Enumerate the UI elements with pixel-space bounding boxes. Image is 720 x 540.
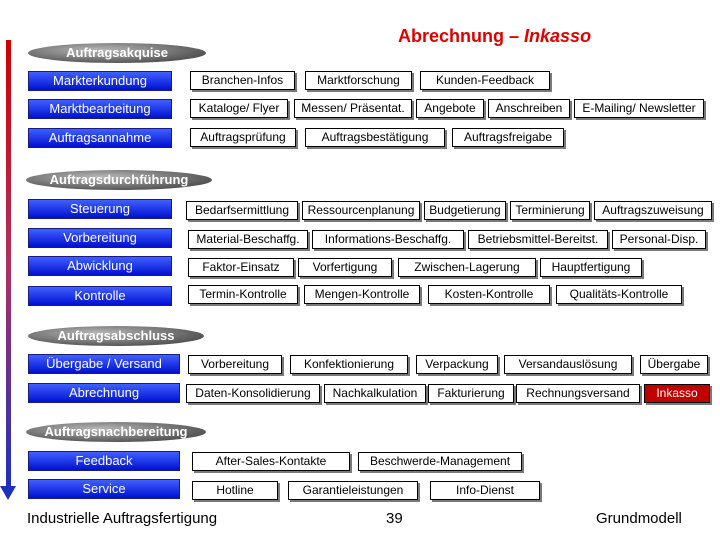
step-box: Vorfertigung	[298, 258, 392, 277]
row-label-abwicklung: Abwicklung	[28, 256, 172, 276]
step-box-highlighted: Inkasso	[644, 384, 710, 403]
step-box: Übergabe	[640, 355, 708, 374]
row-label-auftragsannahme: Auftragsannahme	[28, 128, 172, 148]
step-box: Verpackung	[416, 355, 498, 374]
step-box: Hauptfertigung	[540, 258, 642, 277]
step-box: Angebote	[416, 99, 484, 118]
step-box: Konfektionierung	[290, 355, 408, 374]
section-auftragsdurchfuehrung: Auftragsdurchführung	[26, 170, 212, 190]
footer-right-text: Grundmodell	[596, 510, 682, 527]
step-box: Auftragsbestätigung	[305, 128, 445, 147]
step-box: Faktor-Einsatz	[188, 258, 294, 277]
step-box: Versandauslösung	[504, 355, 632, 374]
title-italic: Inkasso	[524, 26, 592, 46]
step-box: Beschwerde-Management	[358, 452, 522, 471]
title-main: Abrechnung –	[398, 26, 520, 46]
row-label-steuerung: Steuerung	[28, 199, 172, 219]
step-box: Ressourcenplanung	[302, 201, 420, 220]
step-box: Kunden-Feedback	[420, 71, 550, 90]
footer-left-text: Industrielle Auftragsfertigung	[27, 510, 218, 527]
step-box: Rechnungsversand	[516, 384, 640, 403]
process-arrow-head	[0, 486, 16, 500]
step-box: Kosten-Kontrolle	[428, 285, 550, 304]
step-box: Messen/ Präsentat.	[294, 99, 412, 118]
row-label-feedback: Feedback	[28, 451, 180, 471]
step-box: Anschreiben	[488, 99, 570, 118]
step-box: Zwischen-Lagerung	[398, 258, 536, 277]
row-label-kontrolle: Kontrolle	[28, 286, 172, 306]
step-box: Info-Dienst	[430, 481, 540, 500]
step-box: Auftragszuweisung	[594, 201, 712, 220]
step-box: Marktforschung	[305, 71, 412, 90]
step-box: Terminierung	[510, 201, 590, 220]
page-title	[398, 26, 591, 47]
row-label-vorbereitung: Vorbereitung	[28, 228, 172, 248]
step-box: Mengen-Kontrolle	[304, 285, 420, 304]
row-label-uebergabe-versand: Übergabe / Versand	[28, 354, 180, 374]
step-box: Kataloge/ Flyer	[190, 99, 288, 118]
step-box: Auftragsfreigabe	[452, 128, 564, 147]
step-box: Personal-Disp.	[612, 230, 706, 249]
step-box: Qualitäts-Kontrolle	[556, 285, 682, 304]
step-box: Bedarfsermittlung	[186, 201, 298, 220]
row-label-service: Service	[28, 479, 180, 499]
section-auftragsnachbereitung: Auftragsnachbereitung	[26, 422, 206, 442]
step-box: Material-Beschaffg.	[188, 230, 308, 249]
row-label-abrechnung: Abrechnung	[28, 383, 180, 403]
step-box: Garantieleistungen	[288, 481, 418, 500]
process-arrow-shaft	[6, 40, 11, 490]
step-box: Auftragsprüfung	[190, 128, 296, 147]
step-box: Branchen-Infos	[190, 71, 295, 90]
step-box: Nachkalkulation	[324, 384, 426, 403]
page-number: 39	[386, 510, 403, 527]
step-box: Informations-Beschaffg.	[312, 230, 464, 249]
step-box: Hotline	[192, 481, 278, 500]
step-box: Fakturierung	[428, 384, 514, 403]
step-box: Budgetierung	[424, 201, 506, 220]
step-box: Betriebsmittel-Bereitst.	[468, 230, 608, 249]
step-box: Daten-Konsolidierung	[186, 384, 320, 403]
step-box: E-Mailing/ Newsletter	[574, 99, 704, 118]
step-box: After-Sales-Kontakte	[192, 452, 350, 471]
section-auftragsabschluss: Auftragsabschluss	[28, 326, 204, 346]
step-box: Vorbereitung	[188, 355, 282, 374]
section-auftragsakquise: Auftragsakquise	[28, 43, 206, 63]
row-label-markterkundung: Markterkundung	[28, 71, 172, 91]
step-box: Termin-Kontrolle	[188, 285, 298, 304]
row-label-marktbearbeitung: Marktbearbeitung	[28, 99, 172, 119]
